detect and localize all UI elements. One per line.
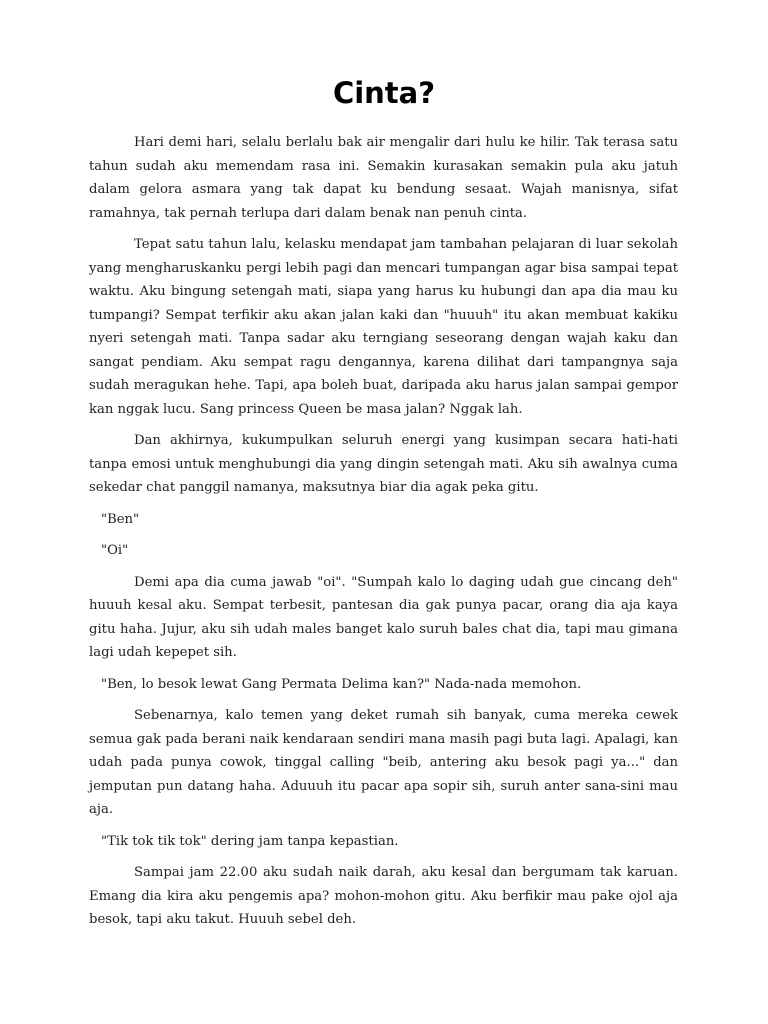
paragraph-6: Sampai jam 22.00 aku sudah naik darah, aku kesal dan bergumam tak karuan. Emang dia kira aku pengemis apa? mohon-mohon gitu. Aku berfikir mau pake ojol aja besok, tapi aku takut. Huuuh sebel deh. — [89, 865, 678, 927]
paragraph-2: Tepat satu tahun lalu, kelasku mendapat jam tambahan pelajaran di luar sekolah yang mengharuskanku pergi lebih pagi dan mencari tumpangan agar bisa sampai tepat waktu. Aku bingung setengah mati, siapa yang harus ku hubungi dan apa dia mau ku tumpangi? Sempat terfikir aku akan jalan kaki dan "huuuh" itu akan membuat kakiku nyeri setengah mati. Tanpa sadar aku terngiang seseorang dengan wajah kaku dan sangat pendiam. Aku sempat ragu dengannya, karena dilihat dari tampangnya saja sudah meragukan hehe. Tapi, apa boleh buat, daripada aku harus jalan sampai gempor kan nggak lucu. Sang princess Queen be masa jalan? Nggak lah. — [89, 237, 678, 417]
document-body — [89, 131, 678, 940]
paragraph-1: Hari demi hari, selalu berlalu bak air mengalir dari hulu ke hilir. Tak terasa satu tahun sudah aku memendam rasa ini. Semakin kurasakan semakin pula aku jatuh dalam gelora asmara yang tak dapat ku bendung sesaat. Wajah manisnya, sifat ramahnya, tak pernah terlupa dari dalam benak nan penuh cinta. — [89, 135, 678, 221]
paragraph-5: Sebenarnya, kalo temen yang deket rumah sih banyak, cuma mereka cewek semua gak pada berani naik kendaraan sendiri mana masih pagi buta lagi. Apalagi, kan udah pada punya cowok, tinggal calling "beib, antering aku besok pagi ya..." dan jemputan pun datang haha. Aduuuh itu pacar apa sopir sih, suruh anter sana-sini mau aja. — [89, 708, 678, 817]
paragraph-3: Dan akhirnya, kukumpulkan seluruh energi yang kusimpan secara hati-hati tanpa emosi untuk menghubungi dia yang dingin setengah mati. Aku sih awalnya cuma sekedar chat panggil namanya, maksutnya biar dia agak peka gitu. — [89, 433, 678, 495]
dialog-oi: "Oi" — [101, 543, 129, 558]
dialog-clock: "Tik tok tik tok" dering jam tanpa kepastian. — [101, 833, 399, 849]
paragraph-4: Demi apa dia cuma jawab "oi". "Sumpah kalo lo daging udah gue cincang deh" huuuh kesal aku. Sempat terbesit, pantesan dia gak punya pacar, orang dia aja kaya gitu haha. Jujur, aku sih udah males banget kalo suruh bales chat dia, tapi mau gimana lagi udah kepepet sih. — [89, 574, 678, 660]
dialog-request: "Ben, lo besok lewat Gang Permata Delima kan?" Nada-nada memohon. — [101, 676, 582, 692]
dialog-ben: "Ben" — [101, 511, 140, 527]
document-title: Cinta? — [332, 76, 436, 110]
